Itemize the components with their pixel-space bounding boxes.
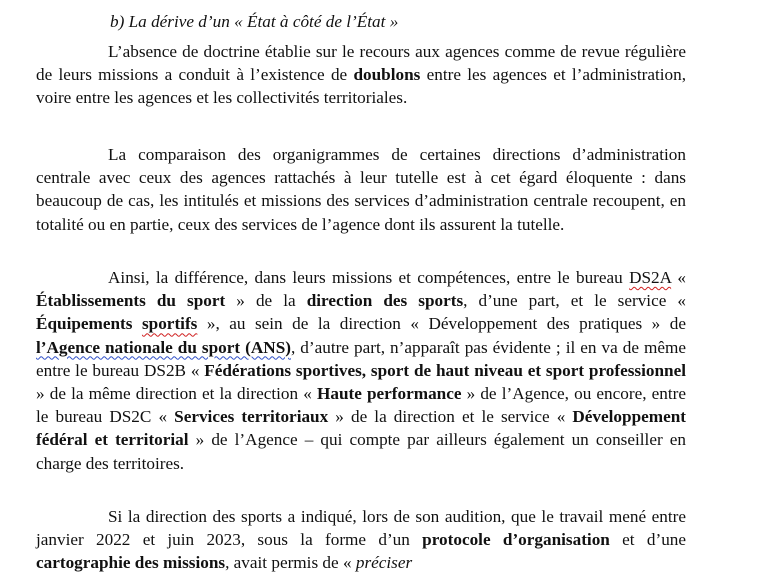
paragraph-direction-sports-audition xyxy=(36,505,686,575)
p4-bold-protocole: protocole d’organisation xyxy=(422,530,610,550)
p3-ds2a: DS2A xyxy=(629,268,672,287)
p3-bold-equipements: Équipements xyxy=(36,314,142,334)
p3-text-4: , d’une part, et le service « xyxy=(463,291,686,311)
p3-bold-ans: l’Agence nationale du sport (ANS) xyxy=(36,337,291,357)
paragraph-organigrammes: La comparaison des organigrammes de certaines directions d’administration centrale avec ceux des agences rattachés à leur tutelle est à cet égard éloquente : dans beaucoup de cas, les intitulés et missions des services d’administration centrale recoupent, en totalité ou en partie, ceux des services de l’agence dont ils assurent la tutelle. xyxy=(36,145,686,234)
p3-bold-federations: Fédérations sportives, sport de haut niveau et sport professionnel xyxy=(204,360,686,380)
p3-text-9: » de la direction et le service « xyxy=(328,407,573,427)
p4-text-2: et d’une xyxy=(609,530,687,550)
p3-text-2: « xyxy=(671,268,686,287)
p3-text-1: Ainsi, la différence, dans leurs missions et compétences, entre le bureau xyxy=(108,268,630,287)
p3-text-5: », au sein de la direction « Développement des pratiques » de xyxy=(197,314,686,334)
p3-text-8: » de l’Agence, ou encore, entre le bureau DS2C « xyxy=(36,384,686,427)
p4-bold-cartographie: cartographie des missions xyxy=(36,553,226,573)
paragraph-doublons xyxy=(36,40,686,110)
p3-text-7: » de la même direction et la direction « xyxy=(36,384,317,404)
paragraph-ds2a-comparison xyxy=(36,266,686,475)
section-heading: b) La dérive d’un « État à côté de l’État » xyxy=(110,12,399,31)
p3-bold-services-territoriaux: Services territoriaux xyxy=(174,407,329,427)
p1-text-a: L’absence de doctrine établie sur le recours aux agences comme de revue régulière de leurs missions a conduit à l’existence de xyxy=(36,42,686,85)
p3-bold-haute-performance: Haute performance xyxy=(316,384,462,404)
p4-italic-preciser: préciser xyxy=(355,553,413,573)
p1-text-c: entre les agences et l’administration, voire entre les agences et les collectivités territoriales. xyxy=(36,65,686,108)
p3-bold-developpement-federal: Développement fédéral et territorial xyxy=(36,407,686,450)
p1-bold-doublons: doublons xyxy=(353,65,421,85)
p3-text-3: » de la xyxy=(225,291,307,311)
p4-text-1: Si la direction des sports a indiqué, lors de son audition, que le travail mené entre janvier 2022 et juin 2023, sous la forme d’un xyxy=(36,507,686,550)
p3-text-6: , d’autre part, n’apparaît pas évidente ; il en va de même entre le bureau DS2B « xyxy=(36,337,686,380)
p3-bold-direction-sports: direction des sports xyxy=(306,291,464,311)
p4-text-3: , avait permis de « xyxy=(225,553,356,573)
p3-bold-sportifs: sportifs xyxy=(141,314,198,334)
p3-text-10: » de l’Agence – qui compte par ailleurs également un conseiller en charge des territoires. xyxy=(36,430,686,473)
p3-bold-etablissements: Établissements du sport xyxy=(36,291,226,311)
